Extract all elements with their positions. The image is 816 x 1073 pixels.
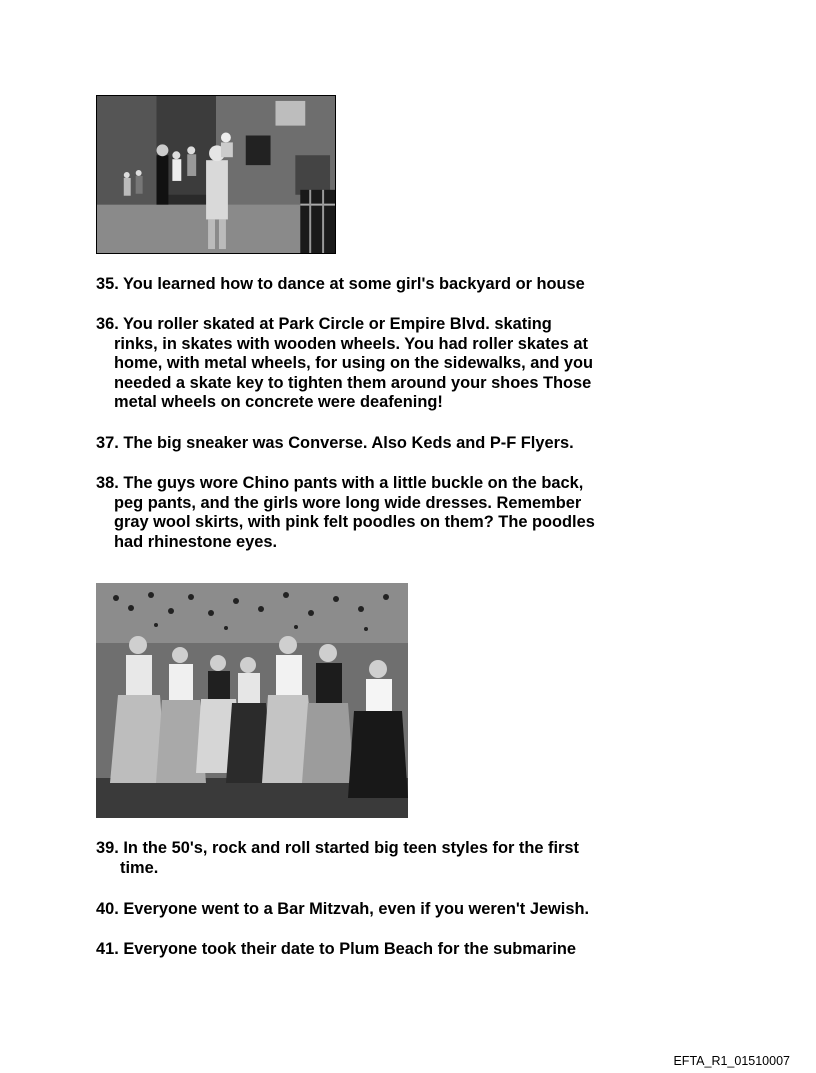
item-38-line-4: had rhinestone eyes. <box>114 532 278 551</box>
street-scene-image <box>97 96 335 253</box>
street-scene-photo <box>96 95 336 254</box>
item-38-line-1: 38. The guys wore Chino pants with a little buckle on the back, <box>96 474 584 492</box>
list-item-35 <box>96 275 585 295</box>
item-39-line-1: 39. In the 50's, rock and roll started big teen styles for the first <box>96 839 580 857</box>
item-36-line-3: home, with metal wheels, for using on the sidewalks, and you <box>114 354 594 372</box>
item-36-line-1: 36. You roller skated at Park Circle or Empire Blvd. skating <box>96 315 552 333</box>
list-item-38 <box>96 474 595 552</box>
list-item-41 <box>96 940 576 960</box>
poodle-skirts-image <box>96 583 408 818</box>
list-item-36 <box>96 315 593 413</box>
item-35-text: 35. You learned how to dance at some girl's backyard or house <box>96 275 585 293</box>
item-40-text: 40. Everyone went to a Bar Mitzvah, even if you weren't Jewish. <box>96 900 590 918</box>
item-39-line-2: time. <box>120 858 159 877</box>
list-item-37 <box>96 434 574 454</box>
item-36-line-2: rinks, in skates with wooden wheels. You had roller skates at <box>114 334 588 353</box>
list-item-39 <box>96 839 579 878</box>
item-41-text: 41. Everyone took their date to Plum Beach for the submarine <box>96 940 577 958</box>
item-36-line-5: metal wheels on concrete were deafening! <box>114 393 443 411</box>
item-38-line-2: peg pants, and the girls wore long wide dresses. Remember <box>114 493 582 512</box>
poodle-skirts-group-photo <box>96 583 408 818</box>
item-37-text: 37. The big sneaker was Converse. Also Keds and P-F Flyers. <box>96 434 574 452</box>
document-id-footer: EFTA_R1_01510007 <box>673 1054 790 1068</box>
list-item-40 <box>96 900 589 920</box>
item-36-line-4: needed a skate key to tighten them around your shoes Those <box>114 373 592 392</box>
item-38-line-3: gray wool skirts, with pink felt poodles on them? The poodles <box>114 513 595 531</box>
